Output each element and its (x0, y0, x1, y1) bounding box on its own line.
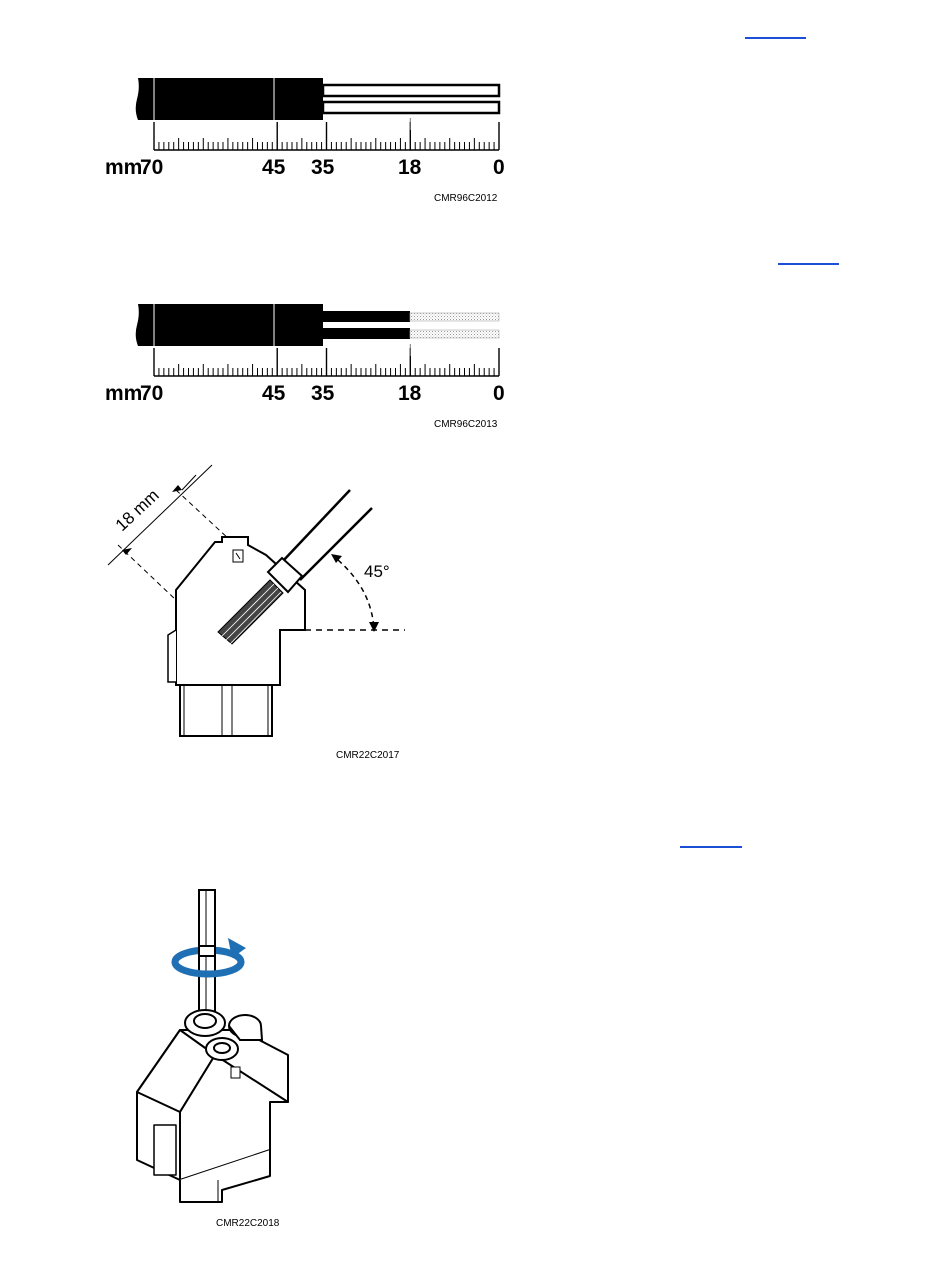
scale-label-0: 0 (493, 382, 505, 405)
units-label: mm (105, 156, 143, 179)
conductor-upper (323, 85, 499, 96)
strip-length-figure-2 (0, 226, 950, 436)
scale-label-18: 18 (398, 156, 422, 179)
figure-caption: CMR22C2017 (336, 750, 400, 761)
insulation-upper (323, 311, 410, 322)
conductor-lower (323, 102, 499, 113)
polarity-marker (231, 1067, 240, 1078)
figure-caption: CMR96C2012 (434, 193, 498, 204)
figure-caption: CMR22C2018 (216, 1218, 280, 1229)
ruler (154, 344, 499, 376)
scale-label-45: 45 (262, 382, 286, 405)
insulation-lower (323, 328, 410, 339)
bare-end-lower (410, 330, 499, 338)
scale-label-45: 45 (262, 156, 286, 179)
wire-insertion-figure (0, 450, 950, 770)
scale-label-18: 18 (398, 382, 422, 405)
ruler (154, 118, 499, 150)
cable-jacket (136, 304, 323, 346)
figure-link-3[interactable] (680, 846, 742, 848)
scale-label-70: 70 (140, 382, 164, 405)
cable-jacket (136, 78, 323, 120)
scale-label-0: 0 (493, 156, 505, 179)
screw-tightening-figure (0, 880, 950, 1240)
units-label: mm (105, 382, 143, 405)
bare-end-upper (410, 313, 499, 321)
dimension-label: 18 mm (111, 485, 163, 535)
scale-label-70: 70 (140, 156, 164, 179)
scale-label-35: 35 (311, 382, 335, 405)
figure-caption: CMR96C2013 (434, 419, 498, 430)
strip-length-figure-1 (0, 0, 950, 210)
angle-label: 45° (364, 562, 390, 581)
scale-label-35: 35 (311, 156, 335, 179)
